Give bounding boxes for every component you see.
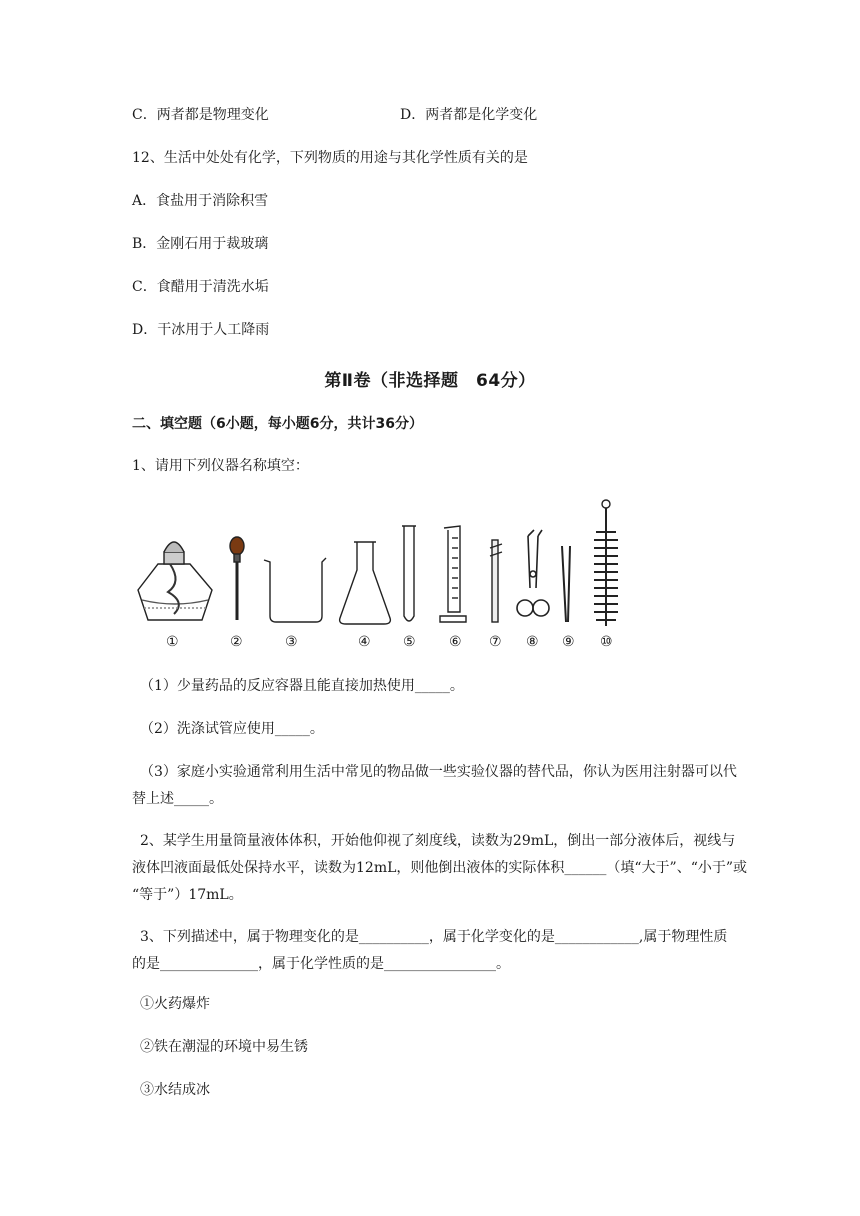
fill1-sub3-line1: （3）家庭小实验通常利用生活中常见的物品做一些实验仪器的替代品，你认为医用注射器可以代 bbox=[140, 764, 737, 780]
fill2-line2: 液体凹液面最低处保持水平，读数为12mL，则他倒出液体的实际体积______（填“大于”、“小于”或 bbox=[132, 860, 748, 876]
crucible-tongs-icon bbox=[517, 530, 549, 616]
test-tube-icon bbox=[402, 526, 416, 621]
q12-option-a: A．食盐用于消除积雪 bbox=[132, 193, 269, 209]
q12-stem: 12、生活中处处有化学，下列物质的用途与其化学性质有关的是 bbox=[132, 150, 528, 166]
fill3-line1: 3、下列描述中，属于物理变化的是__________，属于化学变化的是____________,属于物理性质 bbox=[140, 929, 728, 945]
dropper-icon bbox=[230, 537, 244, 620]
fill3-item-2: ②铁在潮湿的环境中易生锈 bbox=[140, 1039, 308, 1055]
q12-option-c: C．食醋用于清洗水垢 bbox=[132, 279, 269, 295]
fill1-stem: 1、请用下列仪器名称填空： bbox=[132, 458, 309, 474]
beaker-icon bbox=[264, 558, 326, 622]
fill1-sub2: （2）洗涤试管应使用_____。 bbox=[140, 721, 324, 737]
apparatus-label-7: ⑦ bbox=[489, 634, 502, 650]
apparatus-label-1: ① bbox=[166, 634, 179, 650]
tweezers-icon bbox=[562, 546, 570, 622]
q12-option-d: D．干冰用于人工降雨 bbox=[132, 322, 270, 338]
graduated-cylinder-icon bbox=[440, 526, 466, 622]
fill2-line1: 2、某学生用量筒量液体体积，开始他仰视了刻度线，读数为29mL，倒出一部分液体后，视线与 bbox=[140, 833, 736, 849]
fill3-item-3: ③水结成冰 bbox=[140, 1082, 210, 1098]
conical-flask-icon bbox=[340, 542, 391, 624]
apparatus-label-3: ③ bbox=[285, 634, 298, 650]
fill3-item-1: ①火药爆炸 bbox=[140, 996, 210, 1012]
section-title: 第Ⅱ卷（非选择题 64分） bbox=[324, 371, 536, 391]
fill1-sub3-line2: 替上述_____。 bbox=[132, 791, 223, 807]
fill2-line3: “等于”）17mL。 bbox=[132, 887, 243, 903]
alcohol-lamp-icon bbox=[138, 542, 212, 620]
apparatus-label-6: ⑥ bbox=[449, 634, 462, 650]
fill3-line2: 的是______________，属于化学性质的是________________。 bbox=[132, 956, 510, 972]
apparatus-label-9: ⑨ bbox=[562, 634, 575, 650]
lab-apparatus-figure bbox=[130, 492, 640, 654]
apparatus-label-4: ④ bbox=[358, 634, 371, 650]
apparatus-label-8: ⑧ bbox=[526, 634, 539, 650]
test-tube-brush-icon bbox=[594, 500, 618, 626]
apparatus-label-10: ⑩ bbox=[600, 634, 613, 650]
apparatus-label-2: ② bbox=[230, 634, 243, 650]
q11-option-c: C．两者都是物理变化 bbox=[132, 107, 269, 123]
q12-option-b: B．金刚石用于裁玻璃 bbox=[132, 236, 269, 252]
fill1-sub1: （1）少量药品的反应容器且能直接加热使用_____。 bbox=[140, 678, 464, 694]
section-heading: 二、填空题（6小题，每小题6分，共计36分） bbox=[132, 416, 423, 432]
apparatus-label-5: ⑤ bbox=[403, 634, 416, 650]
test-tube-holder-icon bbox=[490, 540, 502, 622]
q11-option-d: D．两者都是化学变化 bbox=[400, 107, 538, 123]
